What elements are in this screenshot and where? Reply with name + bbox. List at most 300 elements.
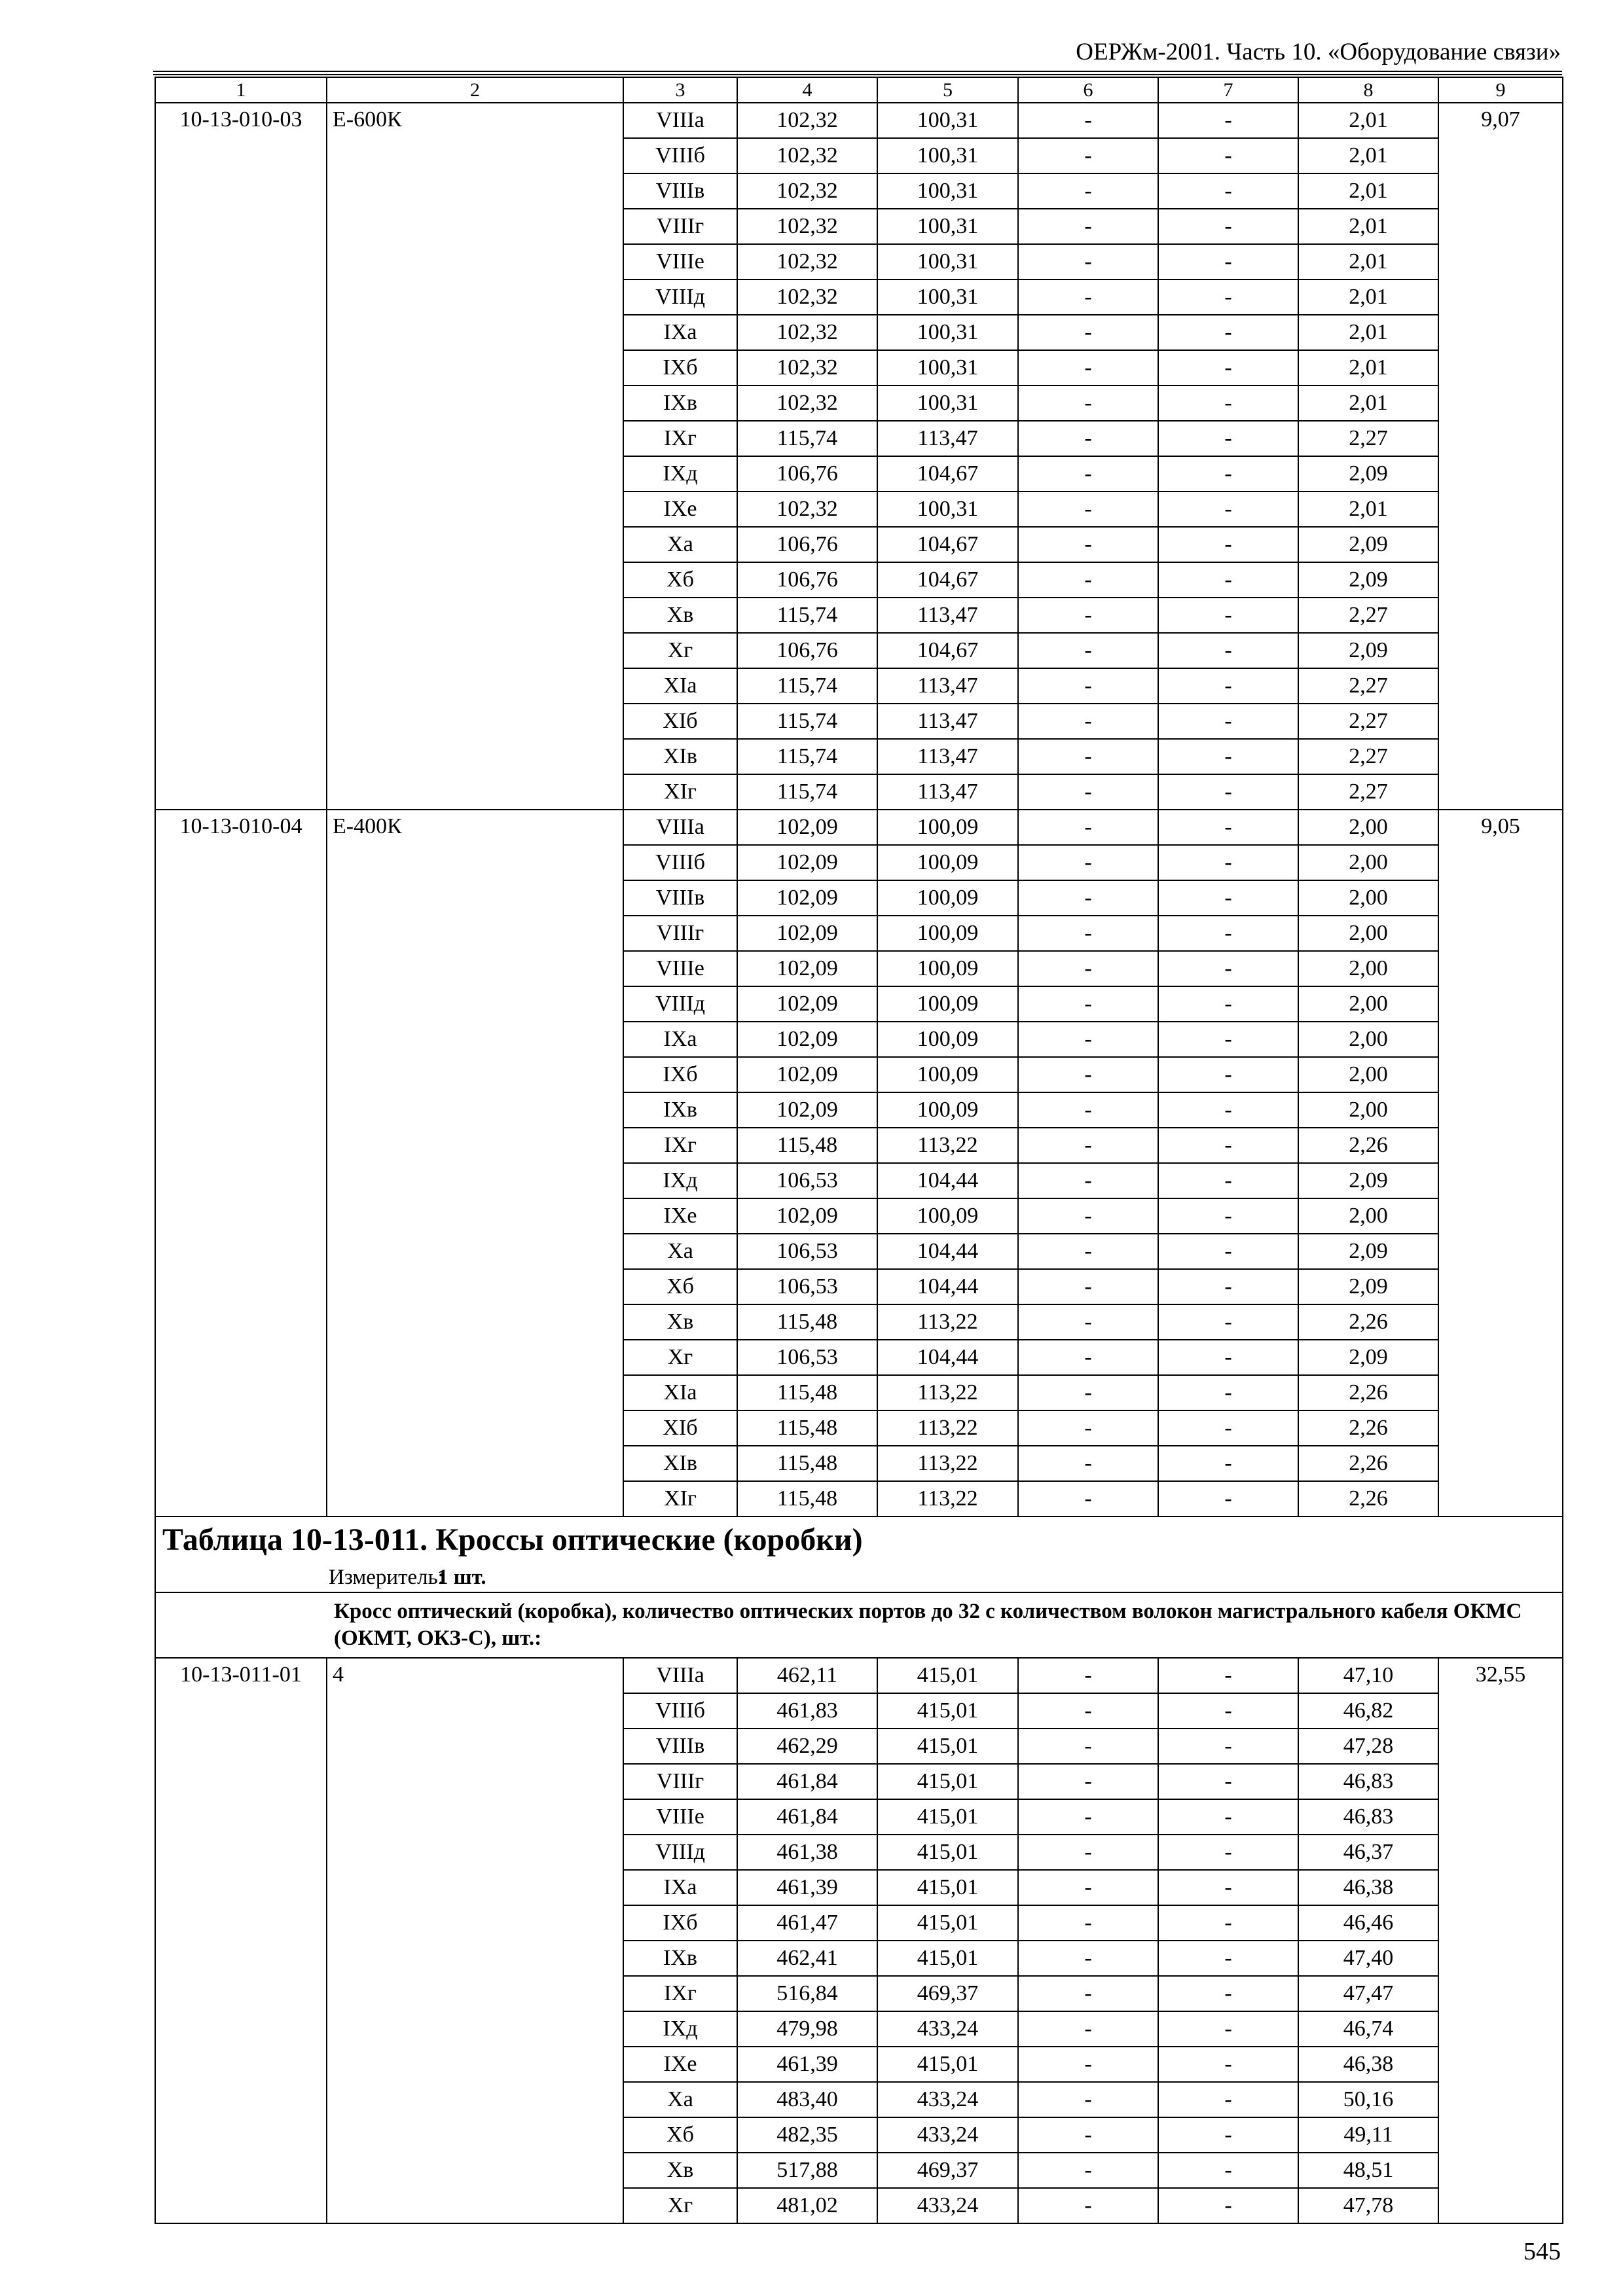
machinist-wages: - <box>1158 1446 1298 1481</box>
column-number: 1 <box>155 77 327 103</box>
region-zone: IXе <box>623 492 737 527</box>
region-zone: Xв <box>623 1304 737 1340</box>
wages: 100,31 <box>877 492 1018 527</box>
machinist-wages: - <box>1158 810 1298 845</box>
region-zone: IXд <box>623 1163 737 1198</box>
materials-cost: 46,74 <box>1298 2011 1438 2047</box>
machinist-wages: - <box>1158 1375 1298 1410</box>
materials-cost: 2,01 <box>1298 138 1438 173</box>
column-number: 6 <box>1018 77 1158 103</box>
region-zone: IXв <box>623 386 737 421</box>
total-cost: 483,40 <box>737 2082 877 2117</box>
materials-cost: 2,01 <box>1298 244 1438 279</box>
machine-cost: - <box>1018 1198 1158 1234</box>
machine-cost: - <box>1018 704 1158 739</box>
total-cost: 482,35 <box>737 2117 877 2153</box>
materials-cost: 2,26 <box>1298 1128 1438 1163</box>
total-cost: 106,53 <box>737 1269 877 1304</box>
price-table <box>155 77 1563 2224</box>
machinist-wages: - <box>1158 2011 1298 2047</box>
table-title: Таблица 10-13-011. Кроссы оптические (коробки) <box>155 1516 1563 1563</box>
machine-cost: - <box>1018 244 1158 279</box>
machine-cost: - <box>1018 951 1158 986</box>
total-cost: 461,83 <box>737 1693 877 1729</box>
materials-cost: 2,00 <box>1298 1092 1438 1128</box>
wages: 100,31 <box>877 103 1018 138</box>
wages: 100,31 <box>877 138 1018 173</box>
materials-cost: 2,09 <box>1298 456 1438 492</box>
total-cost: 106,53 <box>737 1163 877 1198</box>
total-cost: 106,76 <box>737 562 877 598</box>
labor-cost: 32,55 <box>1438 1658 1563 2223</box>
machine-cost: - <box>1018 1163 1158 1198</box>
materials-cost: 2,09 <box>1298 562 1438 598</box>
wages: 100,09 <box>877 951 1018 986</box>
region-zone: VIIIг <box>623 209 737 244</box>
materials-cost: 2,01 <box>1298 103 1438 138</box>
column-number: 7 <box>1158 77 1298 103</box>
wages: 100,09 <box>877 1057 1018 1092</box>
measure-row <box>155 1563 1563 1592</box>
total-cost: 102,09 <box>737 986 877 1022</box>
table-title-row <box>155 1516 1563 1563</box>
machinist-wages: - <box>1158 2117 1298 2153</box>
total-cost: 102,32 <box>737 279 877 315</box>
total-cost: 102,09 <box>737 1022 877 1057</box>
region-zone: Xб <box>623 2117 737 2153</box>
machinist-wages: - <box>1158 1269 1298 1304</box>
region-zone: VIIIа <box>623 103 737 138</box>
machinist-wages: - <box>1158 1729 1298 1764</box>
materials-cost: 2,00 <box>1298 845 1438 880</box>
machine-cost: - <box>1018 386 1158 421</box>
materials-cost: 2,00 <box>1298 951 1438 986</box>
header-rule <box>153 71 1562 75</box>
machinist-wages: - <box>1158 103 1298 138</box>
materials-cost: 2,00 <box>1298 1198 1438 1234</box>
machine-cost: - <box>1018 1835 1158 1870</box>
machinist-wages: - <box>1158 1764 1298 1799</box>
region-zone: XIа <box>623 1375 737 1410</box>
total-cost: 102,09 <box>737 810 877 845</box>
machinist-wages: - <box>1158 986 1298 1022</box>
machine-cost: - <box>1018 1128 1158 1163</box>
machine-cost: - <box>1018 1446 1158 1481</box>
wages: 433,24 <box>877 2117 1018 2153</box>
machine-cost: - <box>1018 279 1158 315</box>
region-zone: IXе <box>623 1198 737 1234</box>
machinist-wages: - <box>1158 562 1298 598</box>
machine-cost: - <box>1018 421 1158 456</box>
wages: 113,22 <box>877 1410 1018 1446</box>
machinist-wages: - <box>1158 1340 1298 1375</box>
machinist-wages: - <box>1158 1870 1298 1905</box>
materials-cost: 2,26 <box>1298 1481 1438 1516</box>
machinist-wages: - <box>1158 350 1298 386</box>
column-number: 3 <box>623 77 737 103</box>
machine-cost: - <box>1018 880 1158 916</box>
item-name: 4 <box>327 1658 623 2223</box>
column-number: 5 <box>877 77 1018 103</box>
wages: 113,22 <box>877 1375 1018 1410</box>
item-name: Е-400К <box>327 810 623 1516</box>
wages: 100,31 <box>877 209 1018 244</box>
region-zone: VIIIв <box>623 880 737 916</box>
machinist-wages: - <box>1158 173 1298 209</box>
wages: 100,09 <box>877 1198 1018 1234</box>
wages: 113,47 <box>877 704 1018 739</box>
region-zone: Xа <box>623 1234 737 1269</box>
measure-cell <box>155 1563 1563 1592</box>
machine-cost: - <box>1018 739 1158 774</box>
wages: 104,67 <box>877 633 1018 668</box>
machine-cost: - <box>1018 1693 1158 1729</box>
materials-cost: 50,16 <box>1298 2082 1438 2117</box>
machine-cost: - <box>1018 1870 1158 1905</box>
materials-cost: 46,37 <box>1298 1835 1438 1870</box>
total-cost: 461,39 <box>737 2047 877 2082</box>
machinist-wages: - <box>1158 1092 1298 1128</box>
region-zone: Xг <box>623 633 737 668</box>
region-zone: XIг <box>623 774 737 810</box>
machine-cost: - <box>1018 527 1158 562</box>
wages: 113,22 <box>877 1481 1018 1516</box>
total-cost: 102,09 <box>737 880 877 916</box>
machine-cost: - <box>1018 774 1158 810</box>
wages: 415,01 <box>877 1905 1018 1941</box>
machinist-wages: - <box>1158 421 1298 456</box>
machinist-wages: - <box>1158 2153 1298 2188</box>
materials-cost: 46,83 <box>1298 1799 1438 1835</box>
machinist-wages: - <box>1158 880 1298 916</box>
column-number: 2 <box>327 77 623 103</box>
machinist-wages: - <box>1158 315 1298 350</box>
machinist-wages: - <box>1158 1693 1298 1729</box>
region-zone: IXг <box>623 1976 737 2011</box>
machine-cost: - <box>1018 1057 1158 1092</box>
total-cost: 102,32 <box>737 209 877 244</box>
total-cost: 115,74 <box>737 421 877 456</box>
total-cost: 106,76 <box>737 527 877 562</box>
machine-cost: - <box>1018 1658 1158 1693</box>
total-cost: 481,02 <box>737 2188 877 2223</box>
machinist-wages: - <box>1158 951 1298 986</box>
total-cost: 462,41 <box>737 1941 877 1976</box>
machinist-wages: - <box>1158 1481 1298 1516</box>
region-zone: IXб <box>623 350 737 386</box>
wages: 100,31 <box>877 315 1018 350</box>
wages: 100,09 <box>877 1092 1018 1128</box>
total-cost: 479,98 <box>737 2011 877 2047</box>
table-body <box>155 77 1563 2223</box>
region-zone: IXв <box>623 1092 737 1128</box>
wages: 104,67 <box>877 456 1018 492</box>
machinist-wages: - <box>1158 598 1298 633</box>
machinist-wages: - <box>1158 244 1298 279</box>
total-cost: 115,48 <box>737 1304 877 1340</box>
wages: 104,44 <box>877 1163 1018 1198</box>
wages: 104,44 <box>877 1234 1018 1269</box>
labor-cost: 9,05 <box>1438 810 1563 1516</box>
region-zone: VIIIг <box>623 1764 737 1799</box>
materials-cost: 2,09 <box>1298 527 1438 562</box>
machine-cost: - <box>1018 2082 1158 2117</box>
materials-cost: 2,01 <box>1298 279 1438 315</box>
wages: 113,47 <box>877 774 1018 810</box>
machinist-wages: - <box>1158 1304 1298 1340</box>
machinist-wages: - <box>1158 1976 1298 2011</box>
materials-cost: 2,09 <box>1298 633 1438 668</box>
machine-cost: - <box>1018 173 1158 209</box>
total-cost: 517,88 <box>737 2153 877 2188</box>
machinist-wages: - <box>1158 492 1298 527</box>
region-zone: IXд <box>623 2011 737 2047</box>
region-zone: VIIIд <box>623 986 737 1022</box>
wages: 100,31 <box>877 279 1018 315</box>
table-row <box>155 103 1563 138</box>
machine-cost: - <box>1018 1905 1158 1941</box>
region-zone: VIIIд <box>623 1835 737 1870</box>
rate-code: 10-13-010-04 <box>155 810 327 1516</box>
total-cost: 115,74 <box>737 739 877 774</box>
machine-cost: - <box>1018 1234 1158 1269</box>
total-cost: 516,84 <box>737 1976 877 2011</box>
region-zone: VIIIв <box>623 1729 737 1764</box>
column-number: 4 <box>737 77 877 103</box>
machine-cost: - <box>1018 315 1158 350</box>
materials-cost: 46,83 <box>1298 1764 1438 1799</box>
region-zone: VIIIб <box>623 845 737 880</box>
machinist-wages: - <box>1158 2082 1298 2117</box>
page-number: 545 <box>1523 2238 1561 2265</box>
column-number: 9 <box>1438 77 1563 103</box>
machine-cost: - <box>1018 633 1158 668</box>
total-cost: 102,09 <box>737 1198 877 1234</box>
region-zone: IXг <box>623 421 737 456</box>
total-cost: 102,09 <box>737 1057 877 1092</box>
total-cost: 102,32 <box>737 173 877 209</box>
total-cost: 115,48 <box>737 1375 877 1410</box>
materials-cost: 49,11 <box>1298 2117 1438 2153</box>
machine-cost: - <box>1018 1022 1158 1057</box>
wages: 100,09 <box>877 810 1018 845</box>
wages: 415,01 <box>877 1658 1018 1693</box>
region-zone: VIIIа <box>623 810 737 845</box>
machine-cost: - <box>1018 2011 1158 2047</box>
region-zone: IXд <box>623 456 737 492</box>
materials-cost: 2,27 <box>1298 774 1438 810</box>
machinist-wages: - <box>1158 1198 1298 1234</box>
machine-cost: - <box>1018 1340 1158 1375</box>
region-zone: Xб <box>623 562 737 598</box>
wages: 469,37 <box>877 2153 1018 2188</box>
region-zone: IXа <box>623 1022 737 1057</box>
total-cost: 102,09 <box>737 916 877 951</box>
machinist-wages: - <box>1158 386 1298 421</box>
wages: 415,01 <box>877 2047 1018 2082</box>
region-zone: XIв <box>623 1446 737 1481</box>
machine-cost: - <box>1018 103 1158 138</box>
materials-cost: 2,27 <box>1298 421 1438 456</box>
region-zone: VIIIа <box>623 1658 737 1693</box>
region-zone: VIIIе <box>623 244 737 279</box>
wages: 104,44 <box>877 1269 1018 1304</box>
machinist-wages: - <box>1158 633 1298 668</box>
total-cost: 102,32 <box>737 386 877 421</box>
wages: 433,24 <box>877 2188 1018 2223</box>
machinist-wages: - <box>1158 668 1298 704</box>
machinist-wages: - <box>1158 279 1298 315</box>
total-cost: 115,48 <box>737 1128 877 1163</box>
region-zone: XIб <box>623 1410 737 1446</box>
region-zone: IXб <box>623 1057 737 1092</box>
total-cost: 102,32 <box>737 350 877 386</box>
total-cost: 102,32 <box>737 138 877 173</box>
machine-cost: - <box>1018 1764 1158 1799</box>
materials-cost: 2,09 <box>1298 1163 1438 1198</box>
materials-cost: 46,46 <box>1298 1905 1438 1941</box>
machinist-wages: - <box>1158 1658 1298 1693</box>
machine-cost: - <box>1018 668 1158 704</box>
wages: 100,09 <box>877 916 1018 951</box>
materials-cost: 2,01 <box>1298 209 1438 244</box>
item-description: Кросс оптический (коробка), количество оптических портов до 32 с количеством волокон магистрального кабеля ОКМС (ОКМТ, ОКЗ-С), шт.: <box>155 1592 1563 1658</box>
machine-cost: - <box>1018 810 1158 845</box>
wages: 100,09 <box>877 1022 1018 1057</box>
total-cost: 461,84 <box>737 1799 877 1835</box>
total-cost: 102,09 <box>737 845 877 880</box>
machine-cost: - <box>1018 916 1158 951</box>
machinist-wages: - <box>1158 1799 1298 1835</box>
wages: 100,31 <box>877 173 1018 209</box>
machine-cost: - <box>1018 562 1158 598</box>
wages: 415,01 <box>877 1941 1018 1976</box>
machine-cost: - <box>1018 845 1158 880</box>
wages: 104,44 <box>877 1340 1018 1375</box>
wages: 100,31 <box>877 350 1018 386</box>
region-zone: IXв <box>623 1941 737 1976</box>
total-cost: 102,09 <box>737 1092 877 1128</box>
materials-cost: 2,27 <box>1298 739 1438 774</box>
wages: 100,31 <box>877 386 1018 421</box>
materials-cost: 2,27 <box>1298 704 1438 739</box>
machinist-wages: - <box>1158 739 1298 774</box>
region-zone: Xг <box>623 2188 737 2223</box>
total-cost: 106,76 <box>737 633 877 668</box>
materials-cost: 2,01 <box>1298 386 1438 421</box>
wages: 104,67 <box>877 527 1018 562</box>
materials-cost: 2,26 <box>1298 1410 1438 1446</box>
region-zone: Xв <box>623 598 737 633</box>
wages: 113,47 <box>877 739 1018 774</box>
materials-cost: 2,00 <box>1298 916 1438 951</box>
region-zone: IXг <box>623 1128 737 1163</box>
wages: 100,31 <box>877 244 1018 279</box>
materials-cost: 2,00 <box>1298 1022 1438 1057</box>
materials-cost: 47,10 <box>1298 1658 1438 1693</box>
materials-cost: 48,51 <box>1298 2153 1438 2188</box>
region-zone: IXа <box>623 315 737 350</box>
machine-cost: - <box>1018 492 1158 527</box>
total-cost: 102,32 <box>737 315 877 350</box>
wages: 100,09 <box>877 880 1018 916</box>
region-zone: XIв <box>623 739 737 774</box>
machinist-wages: - <box>1158 2047 1298 2082</box>
wages: 469,37 <box>877 1976 1018 2011</box>
total-cost: 115,48 <box>737 1410 877 1446</box>
machinist-wages: - <box>1158 138 1298 173</box>
region-zone: VIIIб <box>623 138 737 173</box>
machine-cost: - <box>1018 1410 1158 1446</box>
region-zone: VIIIе <box>623 1799 737 1835</box>
item-name: Е-600К <box>327 103 623 810</box>
machine-cost: - <box>1018 2047 1158 2082</box>
materials-cost: 2,01 <box>1298 492 1438 527</box>
total-cost: 102,32 <box>737 103 877 138</box>
machinist-wages: - <box>1158 845 1298 880</box>
materials-cost: 47,78 <box>1298 2188 1438 2223</box>
description-row <box>155 1592 1563 1658</box>
machinist-wages: - <box>1158 1163 1298 1198</box>
wages: 113,22 <box>877 1128 1018 1163</box>
machine-cost: - <box>1018 1304 1158 1340</box>
materials-cost: 2,26 <box>1298 1375 1438 1410</box>
wages: 415,01 <box>877 1764 1018 1799</box>
wages: 415,01 <box>877 1729 1018 1764</box>
rate-code: 10-13-011-01 <box>155 1658 327 2223</box>
machinist-wages: - <box>1158 1835 1298 1870</box>
materials-cost: 2,26 <box>1298 1304 1438 1340</box>
machinist-wages: - <box>1158 1057 1298 1092</box>
materials-cost: 2,00 <box>1298 1057 1438 1092</box>
machine-cost: - <box>1018 350 1158 386</box>
running-header: ОЕРЖм-2001. Часть 10. «Оборудование связи» <box>1076 39 1561 65</box>
total-cost: 461,84 <box>737 1764 877 1799</box>
materials-cost: 2,01 <box>1298 173 1438 209</box>
table-row <box>155 1658 1563 1693</box>
rate-code: 10-13-010-03 <box>155 103 327 810</box>
wages: 113,22 <box>877 1446 1018 1481</box>
region-zone: IXа <box>623 1870 737 1905</box>
machine-cost: - <box>1018 1481 1158 1516</box>
total-cost: 106,76 <box>737 456 877 492</box>
region-zone: XIг <box>623 1481 737 1516</box>
wages: 113,47 <box>877 668 1018 704</box>
region-zone: IXе <box>623 2047 737 2082</box>
materials-cost: 2,27 <box>1298 668 1438 704</box>
total-cost: 115,74 <box>737 668 877 704</box>
machine-cost: - <box>1018 1976 1158 2011</box>
wages: 415,01 <box>877 1835 1018 1870</box>
machinist-wages: - <box>1158 1022 1298 1057</box>
machine-cost: - <box>1018 2188 1158 2223</box>
total-cost: 461,38 <box>737 1835 877 1870</box>
materials-cost: 46,38 <box>1298 2047 1438 2082</box>
wages: 113,22 <box>877 1304 1018 1340</box>
machinist-wages: - <box>1158 916 1298 951</box>
machinist-wages: - <box>1158 1234 1298 1269</box>
labor-cost: 9,07 <box>1438 103 1563 810</box>
wages: 113,47 <box>877 421 1018 456</box>
total-cost: 461,47 <box>737 1905 877 1941</box>
total-cost: 106,53 <box>737 1234 877 1269</box>
region-zone: Xг <box>623 1340 737 1375</box>
measure-value: 1 шт. <box>437 1566 486 1589</box>
total-cost: 102,09 <box>737 951 877 986</box>
machine-cost: - <box>1018 1729 1158 1764</box>
machinist-wages: - <box>1158 456 1298 492</box>
region-zone: XIб <box>623 704 737 739</box>
